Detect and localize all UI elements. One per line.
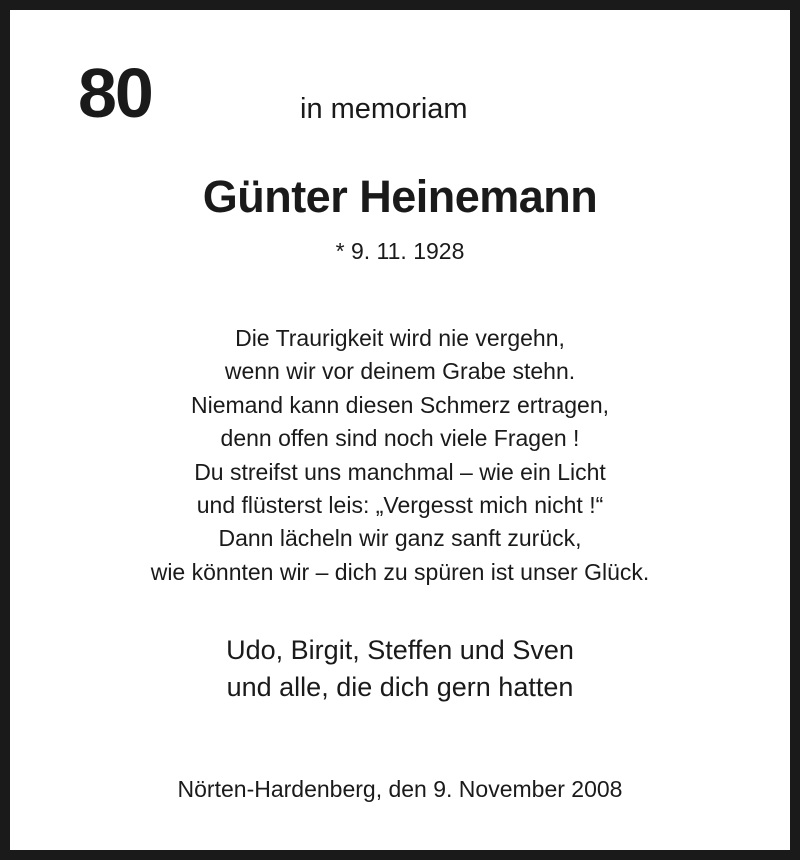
deceased-name: Günter Heinemann bbox=[202, 171, 598, 222]
place-and-date: Nörten-Hardenberg, den 9. November 2008 bbox=[177, 776, 623, 802]
in-memoriam-heading: in memoriam bbox=[300, 93, 468, 125]
poem-line: denn offen sind noch viele Fragen ! bbox=[220, 425, 580, 452]
mourners-line: und alle, die dich gern hatten bbox=[226, 672, 574, 702]
poem-line: und flüsterst leis: „Vergesst mich nicht !“ bbox=[196, 491, 604, 518]
age-number: 80 bbox=[78, 54, 152, 132]
poem-line: wie könnten wir – dich zu spüren ist unser Glück. bbox=[150, 558, 650, 585]
poem-line: Die Traurigkeit wird nie vergehn, bbox=[235, 325, 565, 351]
poem-line: Niemand kann diesen Schmerz ertragen, bbox=[190, 391, 610, 418]
mourners-signature bbox=[10, 632, 790, 706]
memorial-poem bbox=[10, 322, 790, 589]
poem-line: Dann lächeln wir ganz sanft zurück, bbox=[218, 525, 582, 552]
poem-line: wenn wir vor deinem Grabe stehn. bbox=[224, 358, 576, 385]
birth-date: * 9. 11. 1928 bbox=[335, 238, 465, 264]
poem-line: Du streifst uns manchmal – wie ein Licht bbox=[194, 458, 606, 485]
mourners-line: Udo, Birgit, Steffen und Sven bbox=[226, 635, 574, 665]
